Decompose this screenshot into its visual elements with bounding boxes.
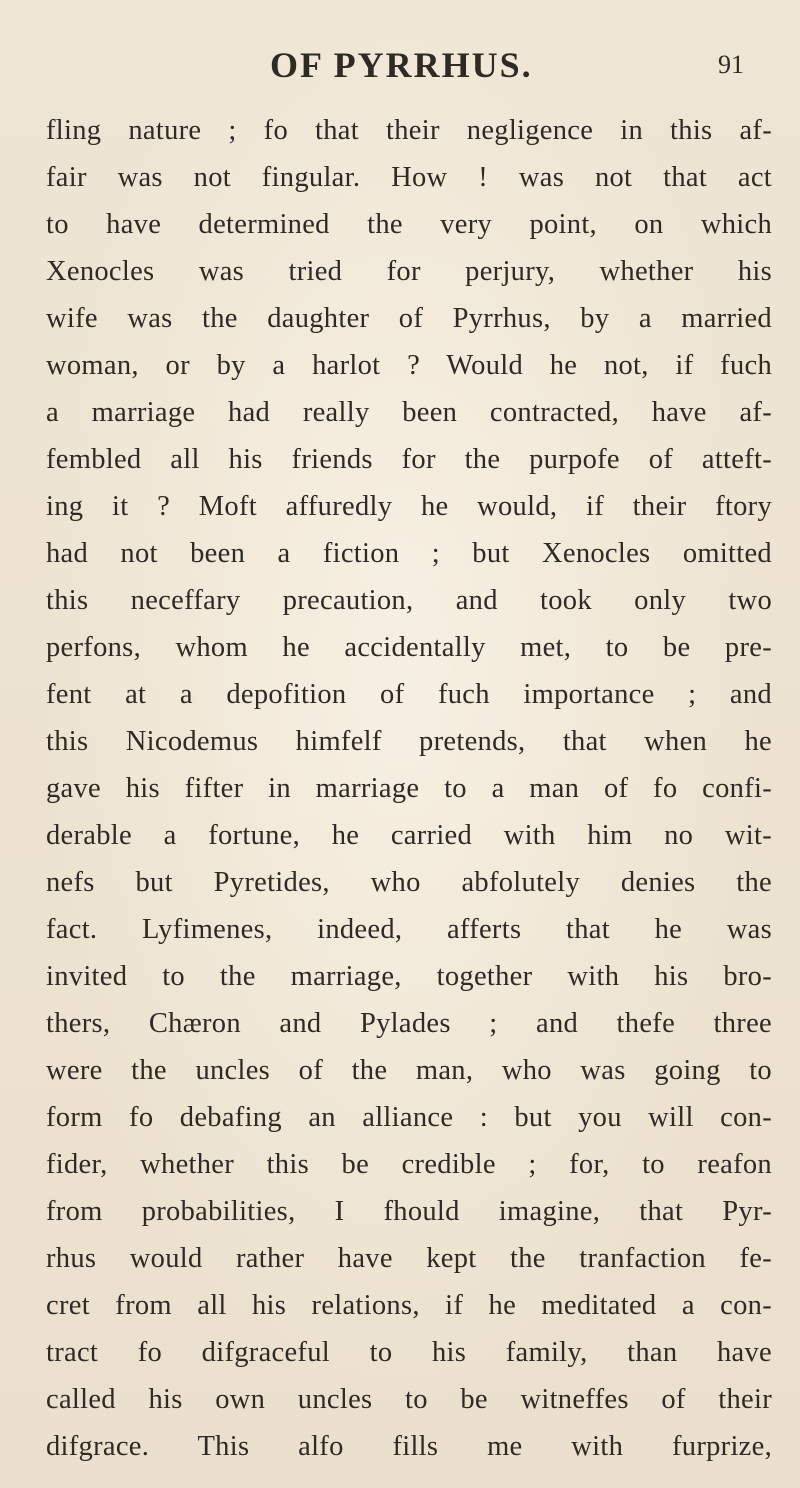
text-line: were the uncles of the man, who was going to [46, 1055, 772, 1086]
text-line: tract fo difgraceful to his family, than have [46, 1337, 772, 1368]
text-line: called his own uncles to be witneffes of their [46, 1384, 772, 1415]
text-line: perfons, whom he accidentally met, to be pre- [46, 632, 772, 663]
text-line: fact. Lyfimenes, indeed, afferts that he was [46, 914, 772, 945]
text-line: to have determined the very point, on which [46, 209, 772, 240]
text-line: difgrace. This alfo fills me with furprize, [46, 1431, 772, 1462]
text-line: cret from all his relations, if he meditated a con- [46, 1290, 772, 1321]
text-line: wife was the daughter of Pyrrhus, by a married [46, 303, 772, 334]
text-line: derable a fortune, he carried with him no wit- [46, 820, 772, 851]
text-line: Xenocles was tried for perjury, whether his [46, 256, 772, 287]
text-line: thers, Chæron and Pylades ; and thefe three [46, 1008, 772, 1039]
text-line: fembled all his friends for the purpofe of atteft- [46, 444, 772, 475]
text-line: nefs but Pyretides, who abfolutely denies the [46, 867, 772, 898]
text-line: this Nicodemus himfelf pretends, that when he [46, 726, 772, 757]
text-line: woman, or by a harlot ? Would he not, if fuch [46, 350, 772, 381]
text-line: form fo debafing an alliance : but you will con- [46, 1102, 772, 1133]
page-number: 91 [718, 50, 744, 79]
text-line: fling nature ; fo that their negligence in this af- [46, 115, 772, 146]
text-line: from probabilities, I fhould imagine, that Pyr- [46, 1196, 772, 1227]
text-line: fent at a depofition of fuch importance ; and [46, 679, 772, 710]
running-title: OF PYRRHUS. [270, 45, 533, 85]
text-line: gave his fifter in marriage to a man of fo confi- [46, 773, 772, 804]
text-line: ing it ? Moft affuredly he would, if their ftory [46, 491, 772, 522]
text-line: invited to the marriage, together with his bro- [46, 961, 772, 992]
text-line: fair was not fingular. How ! was not that act [46, 162, 772, 193]
text-line: a marriage had really been contracted, have af- [46, 397, 772, 428]
text-line: rhus would rather have kept the tranfaction fe- [46, 1243, 772, 1274]
text-line: this neceffary precaution, and took only two [46, 585, 772, 616]
text-line: had not been a fiction ; but Xenocles omitted [46, 538, 772, 569]
text-line: fider, whether this be credible ; for, to reafon [46, 1149, 772, 1180]
running-head [0, 44, 800, 92]
